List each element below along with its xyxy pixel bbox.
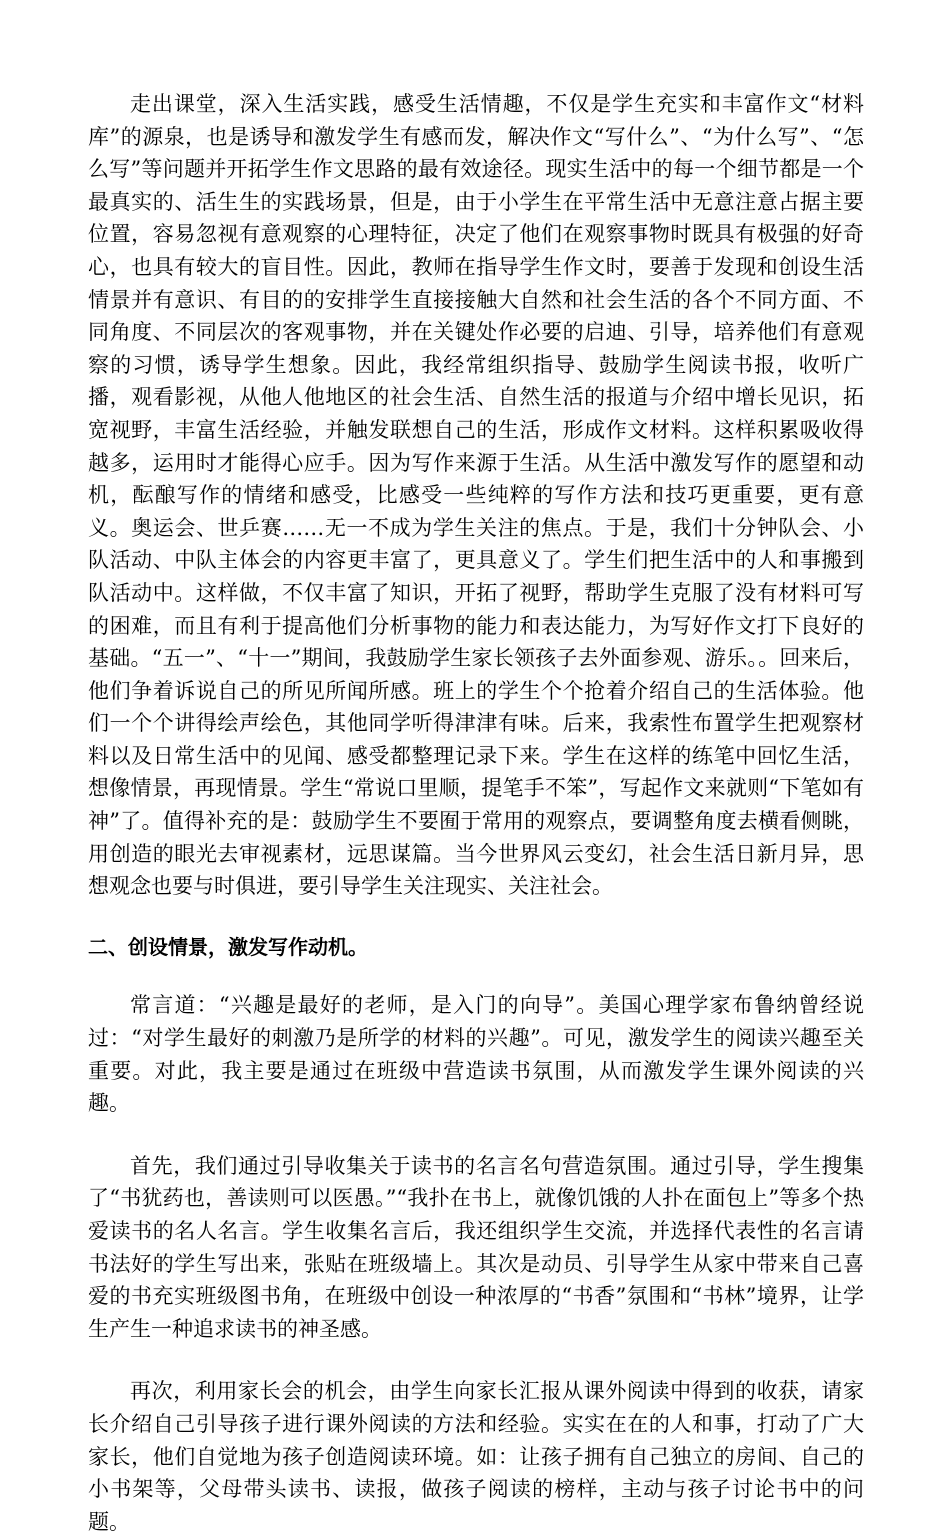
section-heading-create-scenes: 二、创设情景，激发写作动机。 [88, 934, 368, 959]
paragraph-life-practice: 走出课堂，深入生活实践，感受生活情趣，不仅是学生充实和丰富作文“材料库”的源泉，也是诱导和激发学生有感而发，解决作文“写什么”、“为什么写”、“怎么写”等问题并开拓学生作文思路的最有效途径。现实生活中的每一个细节都是一个最真实的、活生生的实践场景，但是，由于小学生在平常生活中无意注意占据主要位置，容易忽视有意观察的心理特征，决定了他们在观察事物时既具有极强的好奇心，也具有较大的盲目性。因此，教师在指导学生作文时，要善于发现和创设生活情景并有意识、有目的的安排学生直接接触大自然和社会生活的各个不同方面、不同角度、不同层次的客观事物，并在关键处作必要的启迪、引导，培养他们有意观察的习惯，诱导学生想象。因此，我经常组织指导、鼓励学生阅读书报，收听广播，观看影视，从他人他地区的社会生活、自然生活的报道与介绍中增长见识，拓宽视野，丰富生活经验，并触发联想自己的生活，形成作文材料。这样积累吸收得越多，运用时才能得心应手。因为写作来源于生活。从生活中激发写作的愿望和动机，酝酿写作的情绪和感受，比感受一些纯粹的写作方法和技巧更重要，更有意义。奥运会、世乒赛……无一不成为学生关注的焦点。于是，我们十分钟队会、小队活动、中队主体会的内容更丰富了，更具意义了。学生们把生活中的人和事搬到队活动中。这样做，不仅丰富了知识，开拓了视野，帮助学生克服了没有材料可写的困难，而且有利于提高他们分析事物的能力和表达能力，为写好作文打下良好的基础。“五一”、“十一”期间，我鼓励学生家长领孩子去外面参观、游乐。。回来后，他们争着诉说自己的所见所闻所感。班上的学生个个抢着介绍自己的生活体验。他们一个个讲得绘声绘色，其他同学听得津津有味。后来，我索性布置学生把观察材料以及日常生活中的见闻、感受都整理记录下来。学生在这样的练笔中回忆生活，想像情景，再现情景。学生“常说口里顺，提笔手不笨”，写起作文来就则“下笔如有神”了。值得补充的是：鼓励学生不要囿于常用的观察点，要调整角度去横看侧眺，用创造的眼光去审视素材，远思谋篇。当今世界风云变幻，社会生活日新月异，思想观念也要与时俱进，要引导学生关注现实、关注社会。 [88, 92, 864, 899]
document-body [88, 88, 864, 1538]
paragraph-parent-meeting: 再次，利用家长会的机会，由学生向家长汇报从课外阅读中得到的收获，请家长介绍自己引导孩子进行课外阅读的方法和经验。实实在在的人和事，打动了广大家长，他们自觉地为孩子创造阅读环境。如：让孩子拥有自己独立的房间、自己的小书架等，父母带头读书、读报，做孩子阅读的榜样，主动与孩子讨论书中的问题。 [88, 1379, 864, 1534]
paragraph-reading-interest: 常言道：“兴趣是最好的老师，是入门的向导”。美国心理学家布鲁纳曾经说过：“对学生最好的刺激乃是所学的材料的兴趣”。可见，激发学生的阅读兴趣至关重要。对此，我主要是通过在班级中营造读书氛围，从而激发学生课外阅读的兴趣。 [88, 993, 864, 1116]
paragraph-collect-quotes: 首先，我们通过引导收集关于读书的名言名句营造氛围。通过引导，学生搜集了“书犹药也，善读则可以医愚。”“我扑在书上，就像饥饿的人扑在面包上”等多个热爱读书的名人名言。学生收集名言后，我还组织学生交流，并选择代表性的名言请书法好的学生写出来，张贴在班级墙上。其次是动员、引导学生从家中带来自己喜爱的书充实班级图书角，在班级中创设一种浓厚的“书香”氛围和“书林”境界，让学生产生一种追求读书的神圣感。 [88, 1153, 864, 1341]
